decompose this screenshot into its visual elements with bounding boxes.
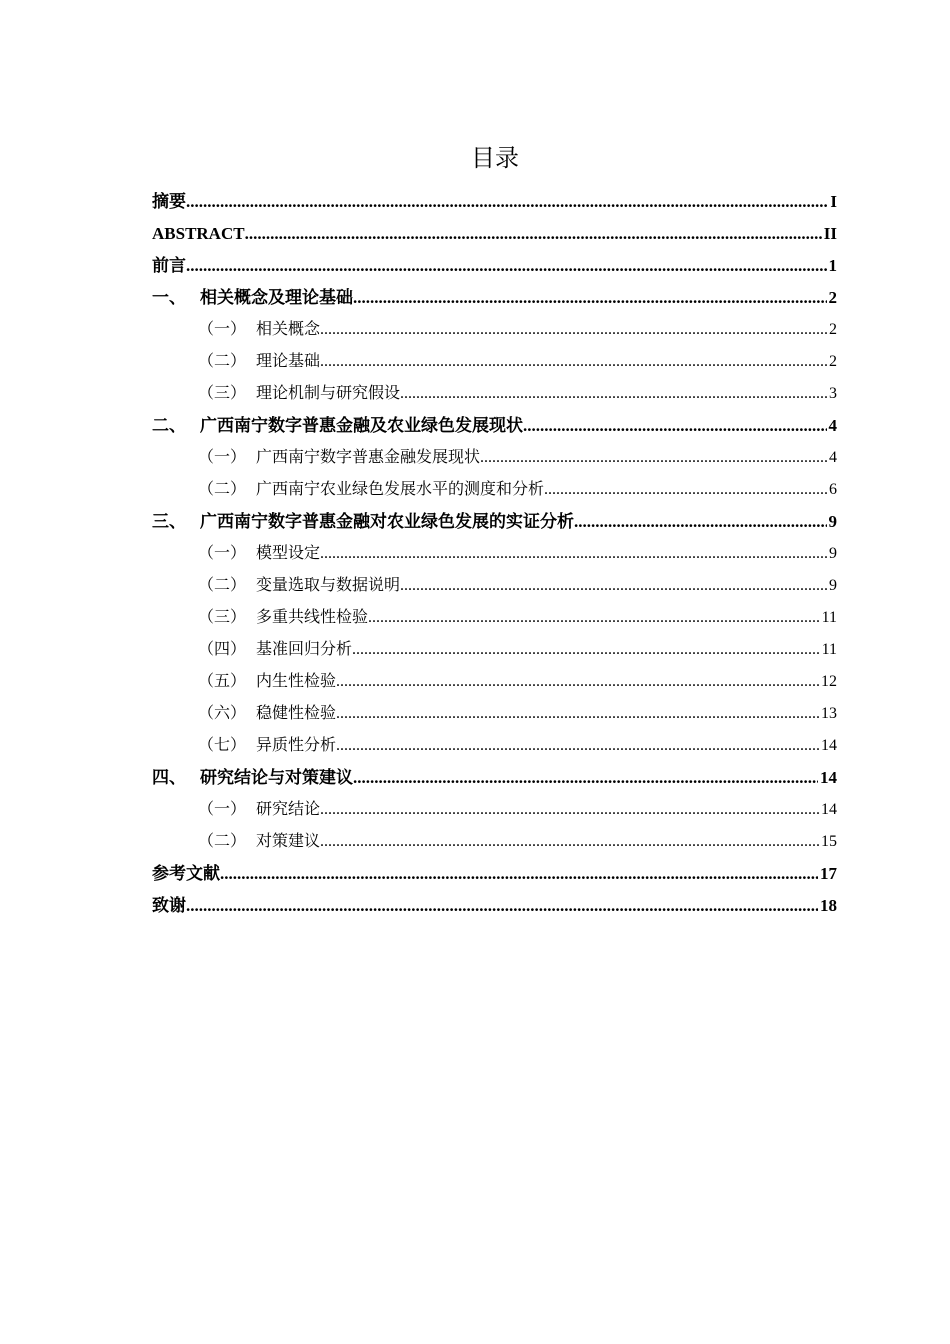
toc-entry-section[interactable] (152, 538, 837, 570)
toc-entry-label: 对策建议 (256, 833, 321, 850)
toc-entry-number: （六） (198, 705, 247, 722)
toc-entry-label: 理论基础 (256, 353, 321, 370)
toc-entry-number: 二、 (152, 416, 186, 435)
toc-dot-leader (320, 346, 827, 378)
toc-dot-leader (352, 634, 820, 666)
toc-entry-section[interactable] (152, 666, 837, 698)
toc-entry-label: 理论机制与研究假设 (256, 385, 401, 402)
toc-entry-chapter[interactable] (152, 282, 837, 314)
toc-entry-label: 广西南宁农业绿色发展水平的测度和分析 (256, 481, 545, 498)
toc-entry-label: 异质性分析 (256, 737, 337, 754)
toc-entry-number: （一） (198, 321, 247, 338)
toc-entry-label: 研究结论 (256, 801, 321, 818)
toc-entry-page-number: 1 (828, 256, 837, 275)
toc-entry-number: （二） (198, 353, 247, 370)
toc-entry-number: （五） (198, 673, 247, 690)
toc-dot-leader (400, 378, 827, 410)
toc-entry-number: （二） (198, 481, 247, 498)
toc-dot-leader (523, 410, 827, 442)
toc-entry-number: 一、 (152, 288, 186, 307)
page-title: 目录 (471, 144, 519, 172)
toc-entry-number: 三、 (152, 512, 186, 531)
toc-entry-number: （二） (198, 577, 247, 594)
toc-entry-label: 内生性检验 (256, 673, 337, 690)
toc-entry-page-number: 4 (829, 449, 837, 466)
toc-entry-page-number: 3 (829, 385, 837, 402)
toc-entry-label: ABSTRACT (152, 224, 245, 243)
toc-dot-leader (186, 890, 818, 922)
toc-entry-page-number: 14 (820, 768, 837, 787)
toc-entry-page-number: 17 (820, 864, 837, 883)
toc-entry-chapter[interactable] (152, 186, 837, 218)
toc-entry-section[interactable] (152, 442, 837, 474)
toc-dot-leader (336, 730, 819, 762)
toc-entry-label: 变量选取与数据说明 (256, 577, 401, 594)
toc-dot-leader (245, 218, 822, 250)
toc-entry-section[interactable] (152, 698, 837, 730)
toc-dot-leader (186, 186, 828, 218)
toc-entry-label: 稳健性检验 (256, 705, 337, 722)
toc-entry-chapter[interactable] (152, 410, 837, 442)
toc-dot-leader (368, 602, 820, 634)
toc-entry-page-number: 14 (821, 737, 837, 754)
toc-entry-section[interactable] (152, 602, 837, 634)
toc-entry-number: （三） (198, 385, 247, 402)
toc-entry-page-number: 9 (828, 512, 837, 531)
toc-entry-number: （一） (198, 449, 247, 466)
toc-entry-page-number: 2 (829, 321, 837, 338)
toc-dot-leader (574, 506, 827, 538)
toc-entry-chapter[interactable] (152, 762, 837, 794)
toc-entry-page-number: 4 (828, 416, 837, 435)
toc-entry-section[interactable] (152, 634, 837, 666)
toc-entry-page-number: 11 (821, 641, 837, 658)
toc-entry-page-number: 18 (820, 896, 837, 915)
toc-entry-section[interactable] (152, 826, 837, 858)
toc-entry-label: 多重共线性检验 (256, 609, 369, 626)
toc-entry-number: （四） (198, 641, 247, 658)
toc-dot-leader (320, 794, 819, 826)
toc-entry-page-number: 9 (829, 577, 837, 594)
toc-dot-leader (480, 442, 827, 474)
toc-dot-leader (320, 826, 819, 858)
toc-entry-label: 参考文献 (152, 864, 220, 883)
toc-dot-leader (336, 698, 819, 730)
toc-entry-label: 广西南宁数字普惠金融发展现状 (256, 449, 481, 466)
toc-entry-page-number: 15 (821, 833, 837, 850)
toc-entry-page-number: 14 (821, 801, 837, 818)
toc-dot-leader (353, 282, 827, 314)
toc-entry-section[interactable] (152, 346, 837, 378)
toc-entry-label: 前言 (152, 256, 186, 275)
toc-list (152, 186, 837, 922)
toc-entry-chapter[interactable] (152, 858, 837, 890)
toc-dot-leader (336, 666, 819, 698)
toc-dot-leader (320, 314, 827, 346)
toc-entry-section[interactable] (152, 730, 837, 762)
toc-entry-section[interactable] (152, 474, 837, 506)
toc-entry-page-number: 9 (829, 545, 837, 562)
toc-entry-chapter[interactable] (152, 250, 837, 282)
toc-entry-page-number: 12 (821, 673, 837, 690)
toc-entry-page-number: 6 (829, 481, 837, 498)
toc-dot-leader (220, 858, 818, 890)
toc-entry-chapter[interactable] (152, 506, 837, 538)
toc-entry-chapter[interactable] (152, 890, 837, 922)
toc-entry-number: （一） (198, 545, 247, 562)
toc-entry-page-number: II (823, 224, 837, 243)
toc-entry-number: （七） (198, 737, 247, 754)
toc-dot-leader (186, 250, 827, 282)
toc-entry-page-number: 2 (829, 353, 837, 370)
toc-entry-page-number: 2 (828, 288, 837, 307)
toc-entry-label: 模型设定 (256, 545, 321, 562)
toc-entry-section[interactable] (152, 314, 837, 346)
toc-entry-label: 摘要 (152, 192, 186, 211)
toc-entry-section[interactable] (152, 794, 837, 826)
toc-entry-label: 相关概念 (256, 321, 321, 338)
toc-entry-label: 致谢 (152, 896, 186, 915)
toc-dot-leader (400, 570, 827, 602)
toc-entry-label: 广西南宁数字普惠金融对农业绿色发展的实证分析 (200, 512, 574, 531)
toc-entry-page-number: I (830, 192, 837, 211)
toc-entry-number: （二） (198, 833, 247, 850)
toc-entry-label: 广西南宁数字普惠金融及农业绿色发展现状 (200, 416, 523, 435)
toc-entry-number: 四、 (152, 768, 186, 787)
toc-entry-label: 相关概念及理论基础 (200, 288, 353, 307)
toc-dot-leader (353, 762, 818, 794)
toc-entry-label: 研究结论与对策建议 (200, 768, 353, 787)
toc-entry-page-number: 13 (821, 705, 837, 722)
toc-entry-number: （三） (198, 609, 247, 626)
toc-entry-section[interactable] (152, 570, 837, 602)
toc-entry-chapter[interactable] (152, 218, 837, 250)
toc-dot-leader (544, 474, 827, 506)
toc-dot-leader (320, 538, 827, 570)
toc-entry-label: 基准回归分析 (256, 641, 353, 658)
toc-entry-page-number: 11 (821, 609, 837, 626)
toc-entry-section[interactable] (152, 378, 837, 410)
toc-entry-number: （一） (198, 801, 247, 818)
